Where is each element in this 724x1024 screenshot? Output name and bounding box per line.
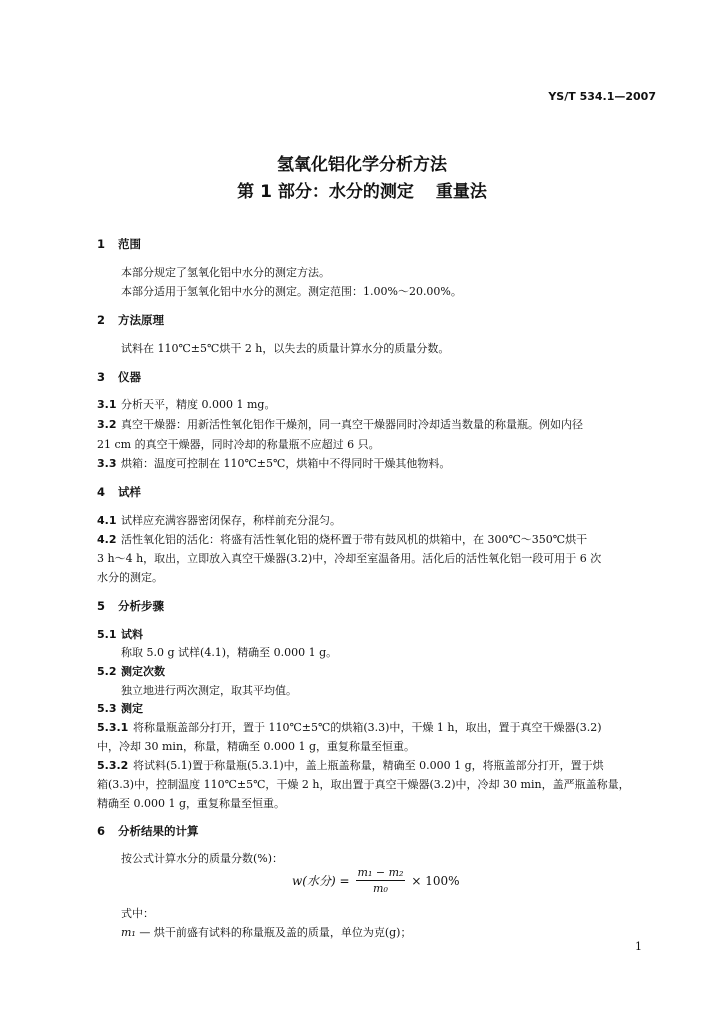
document-title: 氢氧化铝化学分析方法	[277, 155, 447, 175]
subtitle-part: 第 1 部分：水分的测定	[237, 182, 414, 202]
clause-continuation: 水分的测定。	[97, 571, 163, 584]
paragraph: 试料在 110℃±5℃烘干 2 h，以失去的质量计算水分的质量分数。	[121, 342, 450, 355]
paragraph: 独立地进行两次测定，取其平均值。	[121, 684, 297, 697]
paragraph: 本部分适用于氢氧化铝中水分的测定。测定范围：1.00%～20.00%。	[121, 285, 462, 298]
formula-numerator: m₁ − m₂	[357, 866, 404, 879]
formula-fraction	[356, 866, 406, 895]
subsection-heading: 5.2 测定次数	[97, 665, 165, 678]
document-subtitle	[0, 177, 724, 202]
clause: 5.3.1 将称量瓶盖部分打开，置于 110℃±5℃的烘箱(3.3)中，干燥 1 h，取出，置于真空干燥器(3.2)	[97, 721, 602, 734]
subsection-heading: 5.1 试料	[97, 628, 143, 641]
clause-continuation: 21 cm 的真空干燥器，同时冷却的称量瓶不应超过 6 只。	[97, 438, 380, 451]
variable-meaning: — 烘干前盛有试料的称量瓶及盖的质量，单位为克(g)；	[139, 926, 412, 939]
section-heading: 1 范围	[97, 237, 141, 251]
clause: 3.2 真空干燥器：用新活性氧化铝作干燥剂，同一真空干燥器同时冷却适当数量的称量瓶。例如内径	[97, 418, 583, 431]
paragraph: 本部分规定了氢氧化铝中水分的测定方法。	[121, 266, 330, 279]
formula	[292, 866, 460, 895]
section-heading: 3 仪器	[97, 370, 141, 384]
section-heading: 6 分析结果的计算	[97, 824, 199, 838]
clause: 4.1 试样应充满容器密闭保存，称样前充分混匀。	[97, 514, 341, 527]
paragraph: 称取 5.0 g 试样(4.1)，精确至 0.000 1 g。	[121, 646, 338, 659]
subsection-heading: 5.3 测定	[97, 702, 143, 715]
clause: 5.3.2 将试料(5.1)置于称量瓶(5.3.1)中，盖上瓶盖称量，精确至 0.000 1 g，将瓶盖部分打开，置于烘	[97, 759, 604, 772]
subtitle-method: 重量法	[435, 182, 487, 202]
formula-denominator: m₀	[373, 882, 388, 895]
clause: 4.2 活性氧化铝的活化：将盛有活性氧化铝的烧杯置于带有鼓风机的烘箱中，在 300℃～350℃烘干	[97, 533, 588, 546]
clause-continuation: 箱(3.3)中，控制温度 110℃±5℃，干燥 2 h，取出置于真空干燥器(3.2)中，冷却 30 min，盖严瓶盖称量，	[97, 778, 630, 791]
standard-code: YS/T 534.1—2007	[548, 90, 656, 103]
paragraph: 按公式计算水分的质量分数(%)：	[121, 852, 284, 865]
section-heading: 4 试样	[97, 485, 141, 499]
clause-continuation: 中，冷却 30 min，称量，精确至 0.000 1 g，重复称量至恒重。	[97, 740, 416, 753]
page-number: 1	[635, 940, 642, 953]
section-heading: 2 方法原理	[97, 313, 164, 327]
variable-symbol: m₁	[121, 926, 136, 939]
clause: 3.1 分析天平，精度 0.000 1 mg。	[97, 398, 276, 411]
clause: 3.3 烘箱：温度可控制在 110℃±5℃，烘箱中不得同时干燥其他物料。	[97, 457, 451, 470]
formula-rhs: × 100%	[411, 873, 460, 888]
clause-continuation: 精确至 0.000 1 g，重复称量至恒重。	[97, 797, 286, 810]
where-label: 式中：	[121, 907, 154, 920]
variable-definition	[121, 924, 411, 940]
formula-lhs: w(水分) =	[292, 874, 350, 888]
section-heading: 5 分析步骤	[97, 599, 164, 613]
clause-continuation: 3 h～4 h，取出，立即放入真空干燥器(3.2)中，冷却至室温备用。活化后的活性氧化铝一段可用于 6 次	[97, 552, 602, 565]
